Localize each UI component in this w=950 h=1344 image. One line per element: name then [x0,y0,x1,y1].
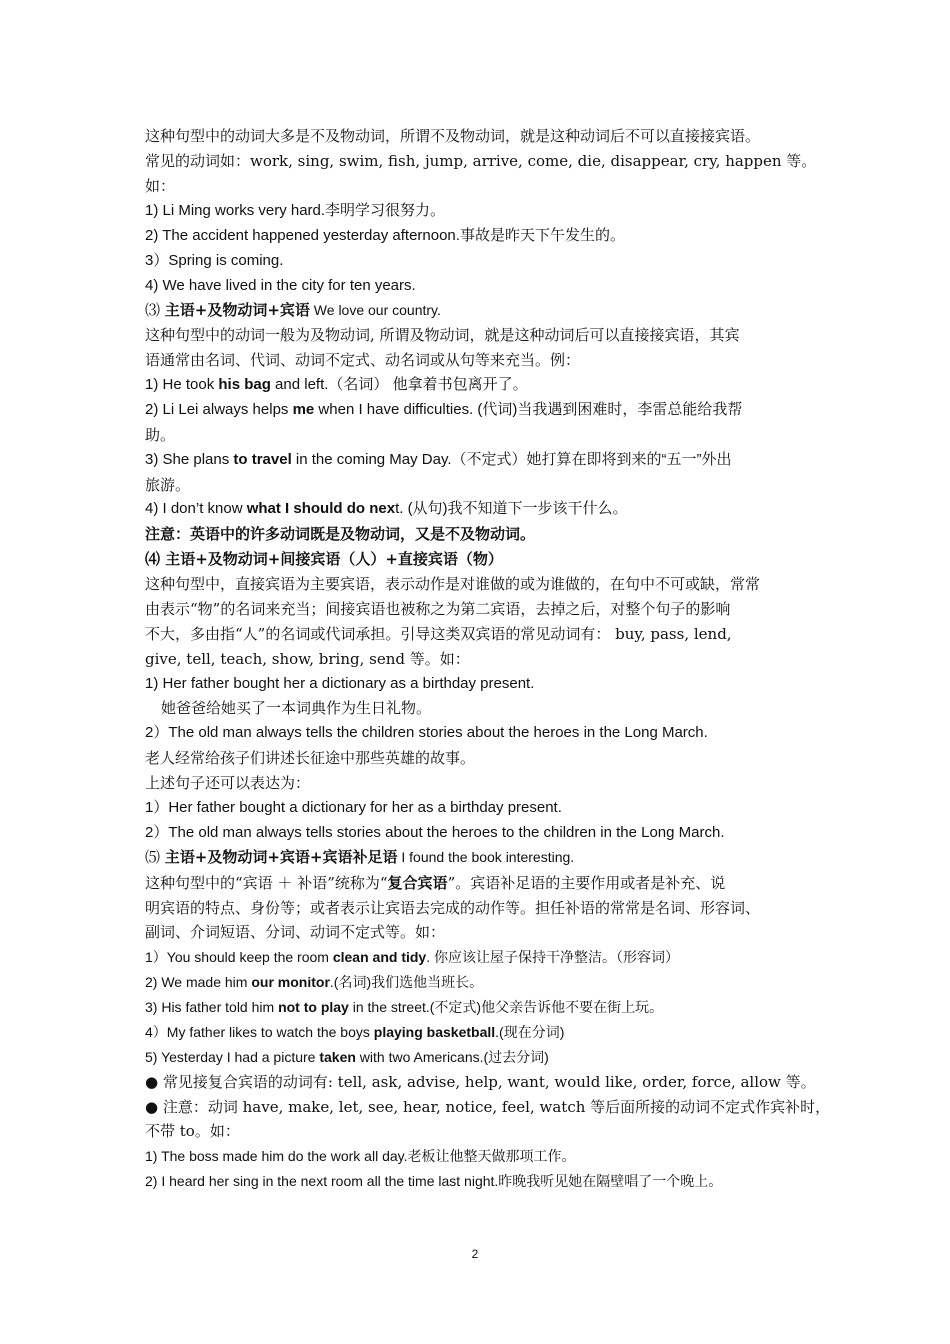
text-part: ”。宾语补足语的主要作用或者是补充、说 [447,874,726,892]
example-emphasis: to travel [233,451,292,468]
text-emphasis: 复合宾语 [387,874,448,892]
text-line: give, tell, teach, show, bring, send 等。如： [145,650,470,668]
example-text: in the coming May Day.（不定式）她打算在即将到来的“五一”外出 [291,451,732,468]
heading-number: ⑸ [145,848,165,866]
text-line [145,873,815,893]
example-line [145,499,815,519]
example-line [145,947,815,967]
example-emphasis: taken [319,1049,356,1065]
example-text: 1）You should keep the room [145,949,333,965]
text-line: 如： [145,177,176,195]
example-text: 3) She plans [145,451,234,468]
bullet-line: ● 注意：动词 have, make, let, see, hear, notice, feel, watch 等后面所接的动词不定式作宾补时， [145,1098,831,1116]
text-line: 助。 [145,426,176,444]
text-line: 常见的动词如：work, sing, swim, fish, jump, arrive, come, die, disappear, cry, happen 等。 [145,152,817,170]
text-line: 这种句型中的动词大多是不及物动词，所谓不及物动词，就是这种动词后不可以直接接宾语。 [145,127,761,145]
section-heading-5 [145,847,815,867]
heading-pattern: 主语+及物动词+宾语+宾语补足语 [164,848,398,866]
example-text: in the street.(不定式)他父亲告诉他不要在街上玩。 [348,999,664,1015]
example-emphasis: our monitor [251,974,330,990]
example-text: when I have difficulties. (代词)当我遇到困难时，李雷总能给我帮 [314,401,743,418]
example-emphasis: playing basketball [373,1024,496,1040]
example-line [145,375,815,395]
example-line [145,1047,815,1067]
example-text: 2) We made him [145,974,252,990]
example-text: 4) I don’t know [145,500,247,517]
example-line: 2) I heard her sing in the next room all the time last night.昨晚我听见她在隔壁唱了一个晚上。 [145,1173,723,1189]
example-text: 3) His father told him [145,999,279,1015]
text-line: 不带 to。如： [145,1122,240,1140]
example-text: 5) Yesterday I had a picture [145,1049,320,1065]
example-emphasis: not to play [278,999,349,1015]
example-line [145,450,815,470]
example-text: .(名词)我们选他当班长。 [329,974,484,990]
text-line: 这种句型中，直接宾语为主要宾语，表示动作是对谁做的或为谁做的，在句中不可或缺，常常 [145,575,761,593]
heading-example: I found the book interesting. [397,849,575,865]
text-line: 不大，多由指“人”的名词或代词承担。引导这类双宾语的常见动词有： buy, pass, lend, [145,625,732,643]
example-line: 4) We have lived in the city for ten years. [145,277,416,294]
example-emphasis: me [292,401,315,418]
bullet-line: ● 常见接复合宾语的动词有: tell, ask, advise, help, want, would like, order, force, allow 等。 [145,1073,816,1091]
example-text: 1) He took [145,376,219,393]
example-line: 2）The old man always tells the children stories about the heroes in the Long March. [145,724,708,741]
example-line: 1) The boss made him do the work all day.老板让他整天做那项工作。 [145,1148,576,1164]
note-text: 注意：英语中的许多动词既是及物动词，又是不及物动词。 [145,525,536,543]
example-line: 1) Her father bought her a dictionary as a birthday present. [145,675,535,692]
text-line: 由表示“物”的名词来充当；间接宾语也被称之为第二宾语，去掉之后，对整个句子的影响 [145,600,731,618]
example-text: 4）My father likes to watch the boys [145,1024,374,1040]
example-text: 2) Li Lei always helps [145,401,293,418]
example-line: 1) Li Ming works very hard.李明学习很努力。 [145,202,446,219]
example-text: with two Americans.(过去分词) [355,1049,549,1065]
example-line [145,997,815,1017]
translation-line: 老人经常给孩子们讲述长征途中那些英雄的故事。 [145,749,476,767]
example-emphasis: what I should do nex [246,500,396,517]
example-line: 2）The old man always tells stories about the heroes to the children in the Long March. [145,824,725,841]
text-line: 语通常由名词、代词、动词不定式、动名词或从句等来充当。例： [145,351,581,369]
example-text: and left.（名词） 他拿着书包离开了。 [270,376,528,393]
text-line: 旅游。 [145,476,191,494]
example-line: 2) The accident happened yesterday afternoon.事故是昨天下午发生的。 [145,227,625,244]
example-line: 3）Spring is coming. [145,252,284,269]
example-text: . 你应该让屋子保持干净整洁。（形容词） [426,949,679,965]
example-line [145,400,815,420]
heading-number: ⑶ [145,301,165,319]
page-number: 2 [471,1247,479,1261]
example-line: 1）Her father bought a dictionary for her as a birthday present. [145,799,562,816]
text-line: 这种句型中的动词一般为及物动词, 所谓及物动词，就是这种动词后可以直接接宾语，其宾 [145,326,740,344]
example-line [145,972,815,992]
example-text: .(现在分词) [495,1024,565,1040]
example-line [145,1022,815,1042]
section-heading-3 [145,300,815,320]
text-line: 上述句子还可以表达为： [145,774,311,792]
translation-line: 她爸爸给她买了一本词典作为生日礼物。 [161,699,432,717]
text-line: 明宾语的特点、身份等；或者表示让宾语去完成的动作等。担任补语的常常是名词、形容词、 [145,899,761,917]
heading-pattern: ⑷ 主语+及物动词+间接宾语（人）+直接宾语（物） [145,550,503,568]
text-line: 副词、介词短语、分词、动词不定式等。如： [145,923,446,941]
heading-pattern: 主语+及物动词+宾语 [164,301,310,319]
example-text: t. (从句)我不知道下一步该干什么。 [395,500,628,517]
example-emphasis: his bag [218,376,271,393]
example-emphasis: clean and tidy [332,949,427,965]
section-heading-4 [145,549,815,569]
note-line [145,524,815,544]
heading-example: We love our country. [309,302,441,318]
text-part: 这种句型中的“宾语 ＋ 补语”统称为“ [145,874,388,892]
